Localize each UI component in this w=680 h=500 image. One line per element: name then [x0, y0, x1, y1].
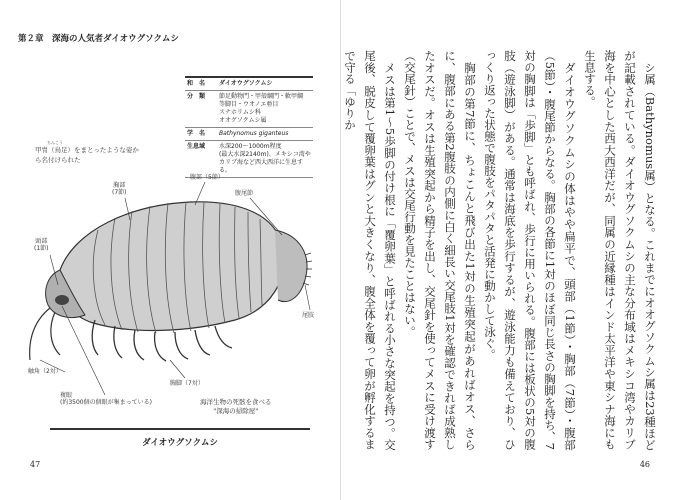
caption-text: 甲冑（鳥足）をまとったような姿から名付けられた: [35, 146, 139, 164]
info-value: ダイオウグソクムシ: [217, 77, 313, 91]
body-text: [343, 50, 660, 450]
label-head: 頭部 (1節): [34, 238, 49, 252]
label-eye: 複眼 (約3500個の個眼が集まっている): [60, 392, 152, 406]
paragraph: ダイオウグソクムシの体はやや扁平で、頭部（1節）・胸部（7節）・腹部（5節）・腹尾節からなる。胸部の各節に1対のほぼ同じ長さの胸脚を持ち、7対の胸脚は「歩脚」とも呼ばれ、歩行に用いられる。腹部には板状の5対の腹肢（遊泳脚）がある。通常は海底を歩行するが、遊泳能力も備えており、ひっくり返った状態で腹肢をパタパタと活発に動かして泳ぐ。: [483, 50, 577, 450]
info-key: 学 名: [185, 128, 217, 141]
paragraph: 胸部の第7節に、ちょこんと飛び出た1対の生殖突起があればオス、さらに、腹部にある第2腹肢の内側に白く細長い交尾肢1対を確認できれば成熟したオスだ。オスは生殖突起から精子を出し、交尾針を使ってメスに受け渡す（交尾針）ことで、メスは交尾行動を見たことはない。: [403, 50, 477, 450]
label-antenna: 触角（2対）: [28, 368, 62, 375]
info-row-classification: [185, 91, 313, 128]
paragraph: シ属（Bathynomus属）となる。これまでにオオグソクムシ属は23種ほどが記載されている。ダイオウグソクムシの主な分布域はメキシコ湾やカリブ海を中心とした西大西洋だが、同属の近縁種はインド太平洋や東シナ海にも生息する。: [583, 50, 657, 450]
info-key: 分 類: [185, 91, 217, 128]
info-value: 節足動物門・甲殻綱門・軟甲綱 等脚目・ウオノエ亜目 スナホリムシ科 オオグソクムシ属: [217, 91, 313, 128]
label-thorax: 胸部 (7節): [112, 182, 127, 196]
info-row-japanese-name: [185, 77, 313, 91]
info-key: 生息域: [185, 141, 217, 178]
label-legs: 胸脚（7対）: [170, 380, 204, 387]
info-key: 和 名: [185, 77, 217, 91]
isopod-drawing: [20, 160, 330, 430]
caption-furigana: ちんこう: [47, 140, 63, 145]
page-number: 47: [30, 460, 41, 469]
label-telson: 腹尾節: [235, 190, 254, 197]
illustration-title: ダイオウグソクムシ: [50, 428, 310, 448]
paragraph: メスは第1〜5歩脚の付け根に「覆卵葉」と呼ばれる小さな突起を持つ。交尾後、脱皮して覆卵葉はグンと大きくなり、腹全体を覆って卵が孵化するまで守る「ゆりか: [343, 50, 397, 450]
label-tail: 尾肢: [302, 312, 315, 319]
right-page: [340, 0, 680, 500]
page-number: 46: [639, 460, 650, 469]
label-abdomen: 腹部（5節）: [190, 174, 224, 181]
chapter-header: 第２章 深海の人気者ダイオウグソクムシ: [18, 34, 179, 44]
isopod-illustration: [20, 160, 330, 430]
info-value: Bathynomus giganteus: [217, 128, 313, 141]
info-row-scientific-name: [185, 128, 313, 141]
info-value: 水深200〜1000m程度 (最大水深2140m)、メキシコ湾やカリブ海など西大西洋に生息する。: [217, 141, 313, 178]
side-caption: 海洋生物の死骸を食べる "深海の掃除屋": [200, 398, 272, 415]
